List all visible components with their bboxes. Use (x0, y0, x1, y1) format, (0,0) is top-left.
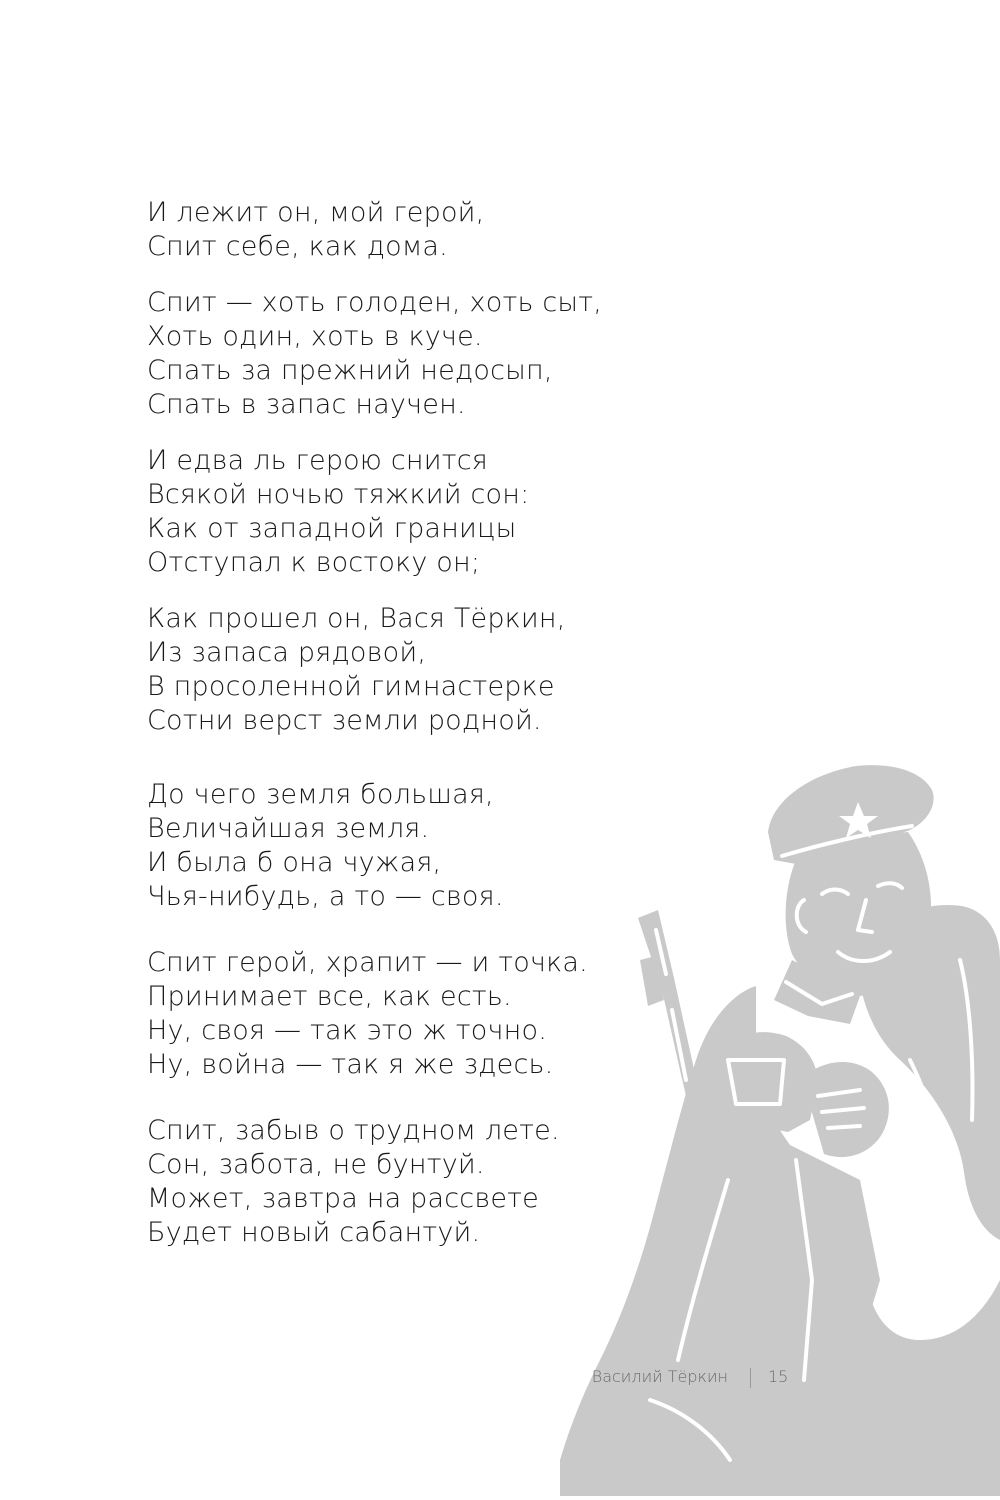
poem-line: Чья-нибудь, а то — своя. (147, 881, 504, 912)
page-number: 15 (768, 1367, 789, 1386)
poem-line: И лежит он, мой герой, (147, 197, 485, 228)
stanza-7 (147, 1114, 667, 1250)
stanza-1 (147, 196, 667, 264)
poem-line: Спит, забыв о трудном лете. (147, 1115, 560, 1146)
poem-line: Всякой ночью тяжкий сон: (147, 479, 530, 510)
poem-line: Спит себе, как дома. (147, 231, 448, 262)
footer-divider (750, 1368, 751, 1388)
stanza-3 (147, 444, 667, 580)
poem-line: Принимает все, как есть. (147, 981, 512, 1012)
poem-line: Будет новый сабантуй. (147, 1217, 481, 1248)
page-footer (0, 1366, 1000, 1390)
poem-line: Может, завтра на рассвете (147, 1183, 539, 1214)
poem-line: Как от западной границы (147, 513, 517, 544)
poem-line: Спит — хоть голоден, хоть сыт, (147, 287, 603, 318)
poem-line: Из запаса рядовой, (147, 637, 427, 668)
poem-line: До чего земля большая, (147, 779, 494, 810)
poem-line: Спать за прежний недосып, (147, 355, 553, 386)
running-title: Василий Тёркин (591, 1367, 728, 1386)
poem-line: Спать в запас научен. (147, 389, 466, 420)
stanza-4 (147, 602, 667, 738)
stanza-2 (147, 286, 667, 422)
poem-line: Сотни верст земли родной. (147, 705, 542, 736)
poem-line: В просоленной гимнастерке (147, 671, 555, 702)
poem-line: Величайшая земля. (147, 813, 430, 844)
poem-line: Спит герой, храпит — и точка. (147, 947, 588, 978)
poem-line: И была б она чужая, (147, 847, 442, 878)
poem-text (147, 196, 667, 1250)
stanza-6 (147, 946, 667, 1082)
poem-line: Ну, своя — так это ж точно. (147, 1015, 548, 1046)
poem-line: Сон, забота, не бунтуй. (147, 1149, 485, 1180)
poem-line: Как прошел он, Вася Тёркин, (147, 603, 566, 634)
poem-line: Ну, война — так я же здесь. (147, 1049, 554, 1080)
poem-line: И едва ль герою снится (147, 445, 488, 476)
poem-line: Отступал к востоку он; (147, 547, 481, 578)
poem-line: Хоть один, хоть в куче. (147, 321, 483, 352)
stanza-5 (147, 778, 667, 914)
